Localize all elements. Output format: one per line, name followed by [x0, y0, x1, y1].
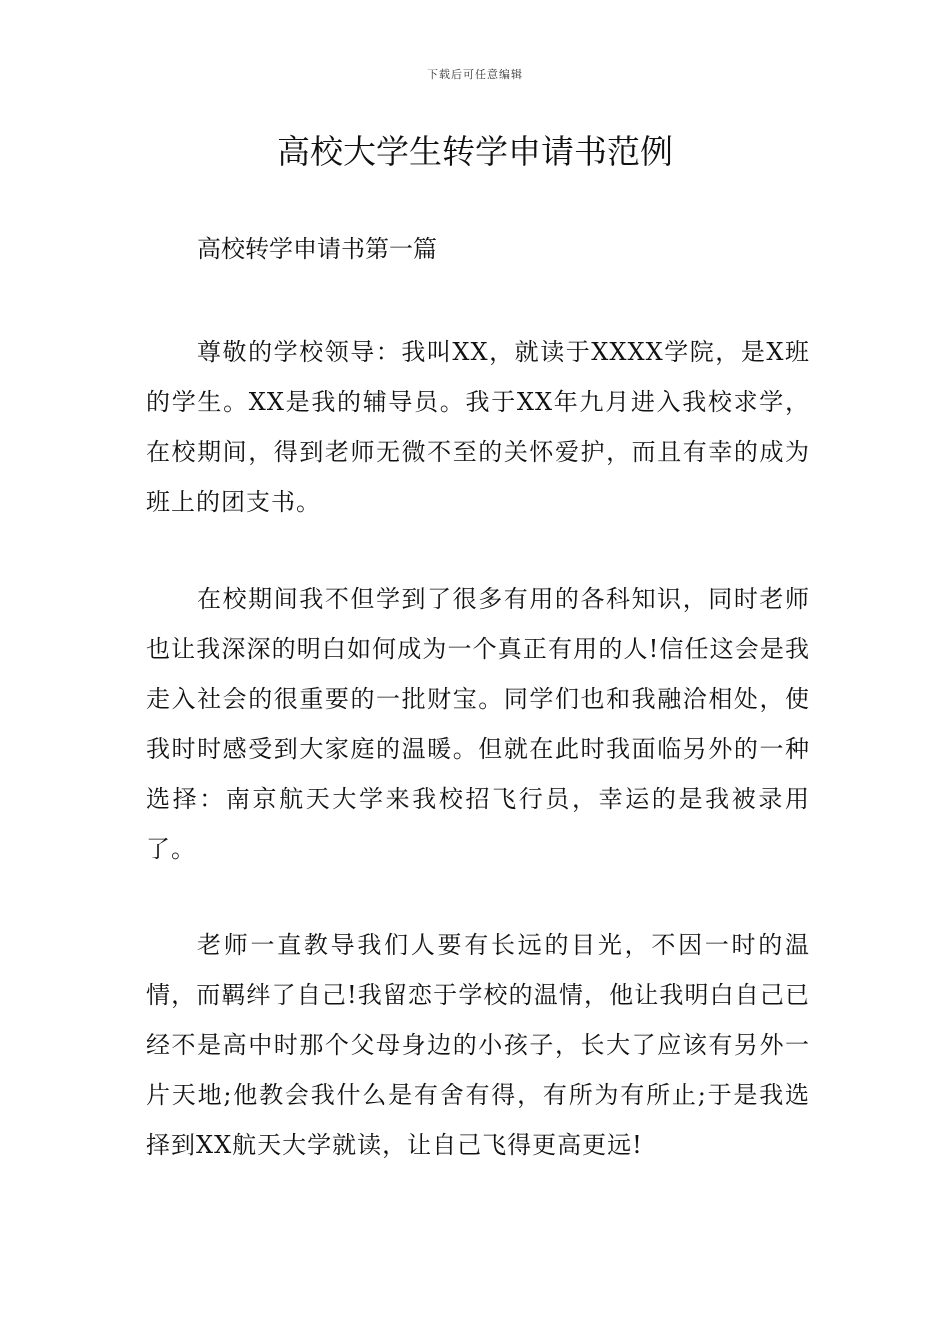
paragraph-1: 尊敬的学校领导：我叫XX，就读于XXXX学院，是X班的学生。XX是我的辅导员。我于XX年九月进入我校求学，在校期间，得到老师无微不至的关怀爱护，而且有幸的成为班上的团支书。	[146, 338, 810, 516]
paragraph-2: 在校期间我不但学到了很多有用的各科知识，同时老师也让我深深的明白如何成为一个真正有用的人!信任这会是我走入社会的很重要的一批财宝。同学们也和我融洽相处，使我时时感受到大家庭的温暖。但就在此时我面临另外的一种选择：南京航天大学来我校招飞行员，幸运的是我被录用了。	[146, 585, 810, 863]
document-subtitle: 高校转学申请书第一篇	[197, 235, 437, 263]
document-title: 高校大学生转学申请书范例	[277, 132, 673, 171]
paragraph-3: 老师一直教导我们人要有长远的目光，不因一时的温情，而羁绊了自己!我留恋于学校的温情，他让我明白自己已经不是高中时那个父母身边的小孩子，长大了应该有另外一片天地;他教会我什么是有舍有得，有所为有所止;于是我选择到XX航天大学就读，让自己飞得更高更远!	[146, 931, 810, 1159]
header-note: 下载后可任意编辑	[427, 68, 523, 81]
